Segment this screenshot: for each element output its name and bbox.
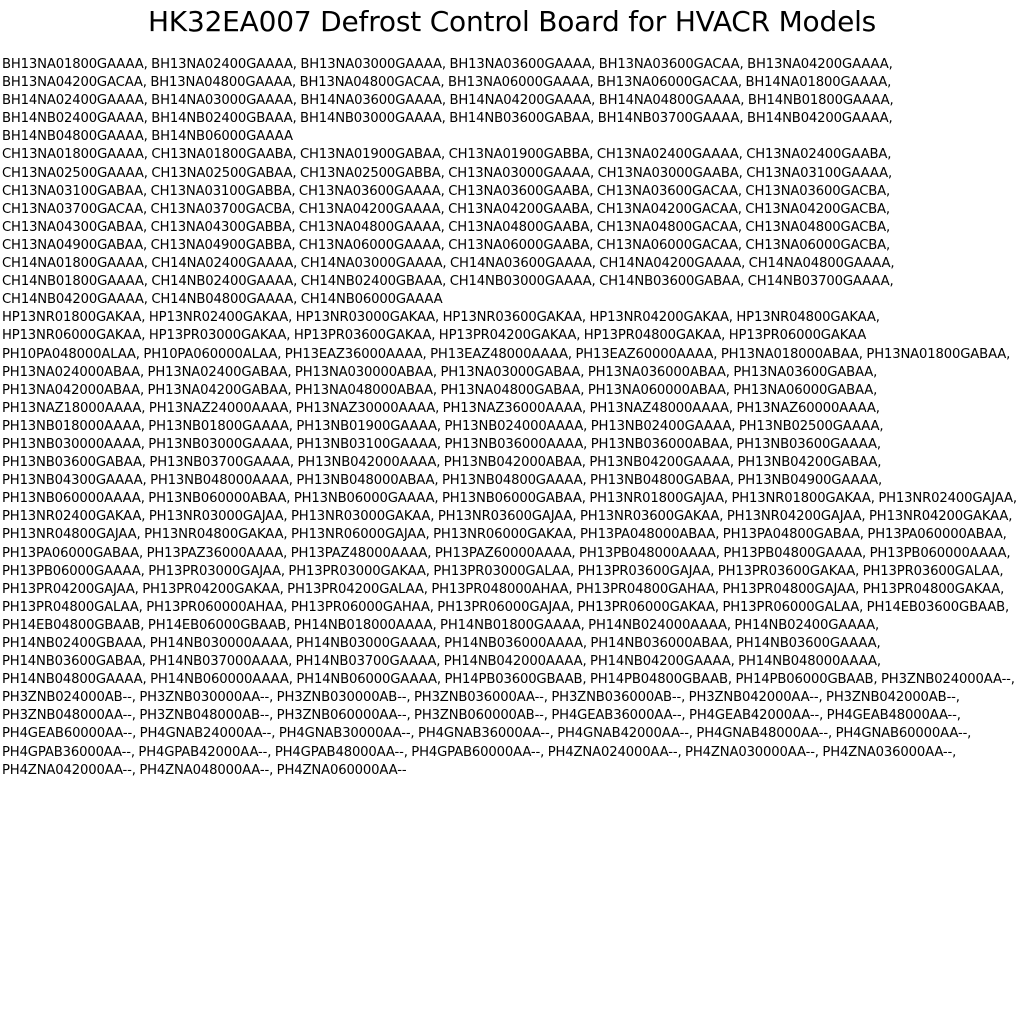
model-group-ch: CH13NA01800GAAAA, CH13NA01800GAABA, CH13NA01900GABAA, CH13NA01900GABBA, CH13NA02400GAAAA, CH13NA02400GAABA, CH13NA02500GAAAA, CH13NA02500GABAA, CH13NA02500GABBA, CH13NA03000GAAAA, CH13NA03000GAABA, CH13NA03100GAAAA, CH13NA03100GABAA, CH13NA03100GABBA, CH13NA03600GAAAA, CH13NA03600GAABA, CH13NA03600GACAA, CH13NA03600GACBA, CH13NA03700GACAA, CH13NA03700GACBA, CH13NA04200GAAAA, CH13NA04200GAABA, CH13NA04200GACAA, CH13NA04200GACBA, CH13NA04300GABAA, CH13NA04300GABBA, CH13NA04800GAAAA, CH13NA04800GAABA, CH13NA04800GACAA, CH13NA04800GACBA, CH13NA04900GABAA, CH13NA04900GABBA, CH13NA06000GAAAA, CH13NA06000GAABA, CH13NA06000GACAA, CH13NA06000GACBA, CH14NA01800GAAAA, CH14NA02400GAAAA, CH14NA03000GAAAA, CH14NA03600GAAAA, CH14NA04200GAAAA, CH14NA04800GAAAA, CH14NB01800GAAAA, CH14NB02400GAAAA, CH14NB02400GBAAA, CH14NB03000GAAAA, CH14NB03600GABAA, CH14NB03700GAAAA, CH14NB04200GAAAA, CH14NB04800GAAAA, CH14NB06000GAAAA	[2, 147, 895, 308]
model-group-ph: PH10PA048000ALAA, PH10PA060000ALAA, PH13EAZ36000AAAA, PH13EAZ48000AAAA, PH13EAZ60000AAAA, PH13NA018000ABAA, PH13NA01800GABAA, PH13NA024000ABAA, PH13NA02400GABAA, PH13NA030000ABAA, PH13NA03000GABAA, PH13NA036000ABAA, PH13NA03600GABAA, PH13NA042000ABAA, PH13NA04200GABAA, PH13NA048000ABAA, PH13NA04800GABAA, PH13NA060000ABAA, PH13NA06000GABAA, PH13NAZ18000AAAA, PH13NAZ24000AAAA, PH13NAZ30000AAAA, PH13NAZ36000AAAA, PH13NAZ48000AAAA, PH13NAZ60000AAAA, PH13NB018000AAAA, PH13NB01800GAAAA, PH13NB01900GAAAA, PH13NB024000AAAA, PH13NB02400GAAAA, PH13NB02500GAAAA, PH13NB030000AAAA, PH13NB03000GAAAA, PH13NB03100GAAAA, PH13NB036000AAAA, PH13NB036000ABAA, PH13NB03600GAAAA, PH13NB03600GABAA, PH13NB03700GAAAA, PH13NB042000AAAA, PH13NB042000ABAA, PH13NB04200GAAAA, PH13NB04200GABAA, PH13NB04300GAAAA, PH13NB048000AAAA, PH13NB048000ABAA, PH13NB04800GAAAA, PH13NB04800GABAA, PH13NB04900GAAAA, PH13NB060000AAAA, PH13NB060000ABAA, PH13NB06000GAAAA, PH13NB06000GABAA, PH13NR01800GAJAA, PH13NR01800GAKAA, PH13NR02400GAJAA, PH13NR02400GAKAA, PH13NR03000GAJAA, PH13NR03000GAKAA, PH13NR03600GAJAA, PH13NR03600GAKAA, PH13NR04200GAJAA, PH13NR04200GAKAA, PH13NR04800GAJAA, PH13NR04800GAKAA, PH13NR06000GAJAA, PH13NR06000GAKAA, PH13PA048000ABAA, PH13PA04800GABAA, PH13PA060000ABAA, PH13PA06000GABAA, PH13PAZ36000AAAA, PH13PAZ48000AAAA, PH13PAZ60000AAAA, PH13PB048000AAAA, PH13PB04800GAAAA, PH13PB060000AAAA, PH13PB06000GAAAA, PH13PR03000GAJAA, PH13PR03000GAKAA, PH13PR03000GALAA, PH13PR03600GAJAA, PH13PR03600GAKAA, PH13PR03600GALAA, PH13PR04200GAJAA, PH13PR04200GAKAA, PH13PR04200GALAA, PH13PR048000AHAA, PH13PR04800GAHAA, PH13PR04800GAJAA, PH13PR04800GAKAA, PH13PR04800GALAA, PH13PR060000AHAA, PH13PR06000GAHAA, PH13PR06000GAJAA, PH13PR06000GAKAA, PH13PR06000GALAA, PH14EB03600GBAAB, PH14EB04800GBAAB, PH14EB06000GBAAB, PH14NB018000AAAA, PH14NB01800GAAAA, PH14NB024000AAAA, PH14NB02400GAAAA, PH14NB02400GBAAA, PH14NB030000AAAA, PH14NB03000GAAAA, PH14NB036000AAAA, PH14NB036000ABAA, PH14NB03600GAAAA, PH14NB03600GABAA, PH14NB037000AAAA, PH14NB03700GAAAA, PH14NB042000AAAA, PH14NB04200GAAAA, PH14NB048000AAAA, PH14NB04800GAAAA, PH14NB060000AAAA, PH14NB06000GAAAA, PH14PB03600GBAAB, PH14PB04800GBAAB, PH14PB06000GBAAB, PH3ZNB024000AA--, PH3ZNB024000AB--, PH3ZNB030000AA--, PH3ZNB030000AB--, PH3ZNB036000AA--, PH3ZNB036000AB--, PH3ZNB042000AA--, PH3ZNB042000AB--, PH3ZNB048000AA--, PH3ZNB048000AB--, PH3ZNB060000AA--, PH3ZNB060000AB--, PH4GEAB36000AA--, PH4GEAB42000AA--, PH4GEAB48000AA--, PH4GEAB60000AA--, PH4GNAB24000AA--, PH4GNAB30000AA--, PH4GNAB36000AA--, PH4GNAB42000AA--, PH4GNAB48000AA--, PH4GNAB60000AA--, PH4GPAB36000AA--, PH4GPAB42000AA--, PH4GPAB48000AA--, PH4GPAB60000AA--, PH4ZNA024000AA--, PH4ZNA030000AA--, PH4ZNA036000AA--, PH4ZNA042000AA--, PH4ZNA048000AA--, PH4ZNA060000AA--	[2, 346, 1017, 778]
model-group-hp: HP13NR01800GAKAA, HP13NR02400GAKAA, HP13NR03000GAKAA, HP13NR03600GAKAA, HP13NR04200GAKAA, HP13NR04800GAKAA, HP13NR06000GAKAA, HP13PR03000GAKAA, HP13PR03600GAKAA, HP13PR04200GAKAA, HP13PR04800GAKAA, HP13PR06000GAKAA	[2, 310, 880, 344]
model-list	[2, 56, 1022, 780]
page-title: HK32EA007 Defrost Control Board for HVACR Models	[147, 5, 877, 38]
model-group-bh: BH13NA01800GAAAA, BH13NA02400GAAAA, BH13NA03000GAAAA, BH13NA03600GAAAA, BH13NA03600GACAA, BH13NA04200GAAAA, BH13NA04200GACAA, BH13NA04800GAAAA, BH13NA04800GACAA, BH13NA06000GAAAA, BH13NA06000GACAA, BH14NA01800GAAAA, BH14NA02400GAAAA, BH14NA03000GAAAA, BH14NA03600GAAAA, BH14NA04200GAAAA, BH14NA04800GAAAA, BH14NB01800GAAAA, BH14NB02400GAAAA, BH14NB02400GBAAA, BH14NB03000GAAAA, BH14NB03600GABAA, BH14NB03700GAAAA, BH14NB04200GAAAA, BH14NB04800GAAAA, BH14NB06000GAAAA	[2, 57, 894, 145]
